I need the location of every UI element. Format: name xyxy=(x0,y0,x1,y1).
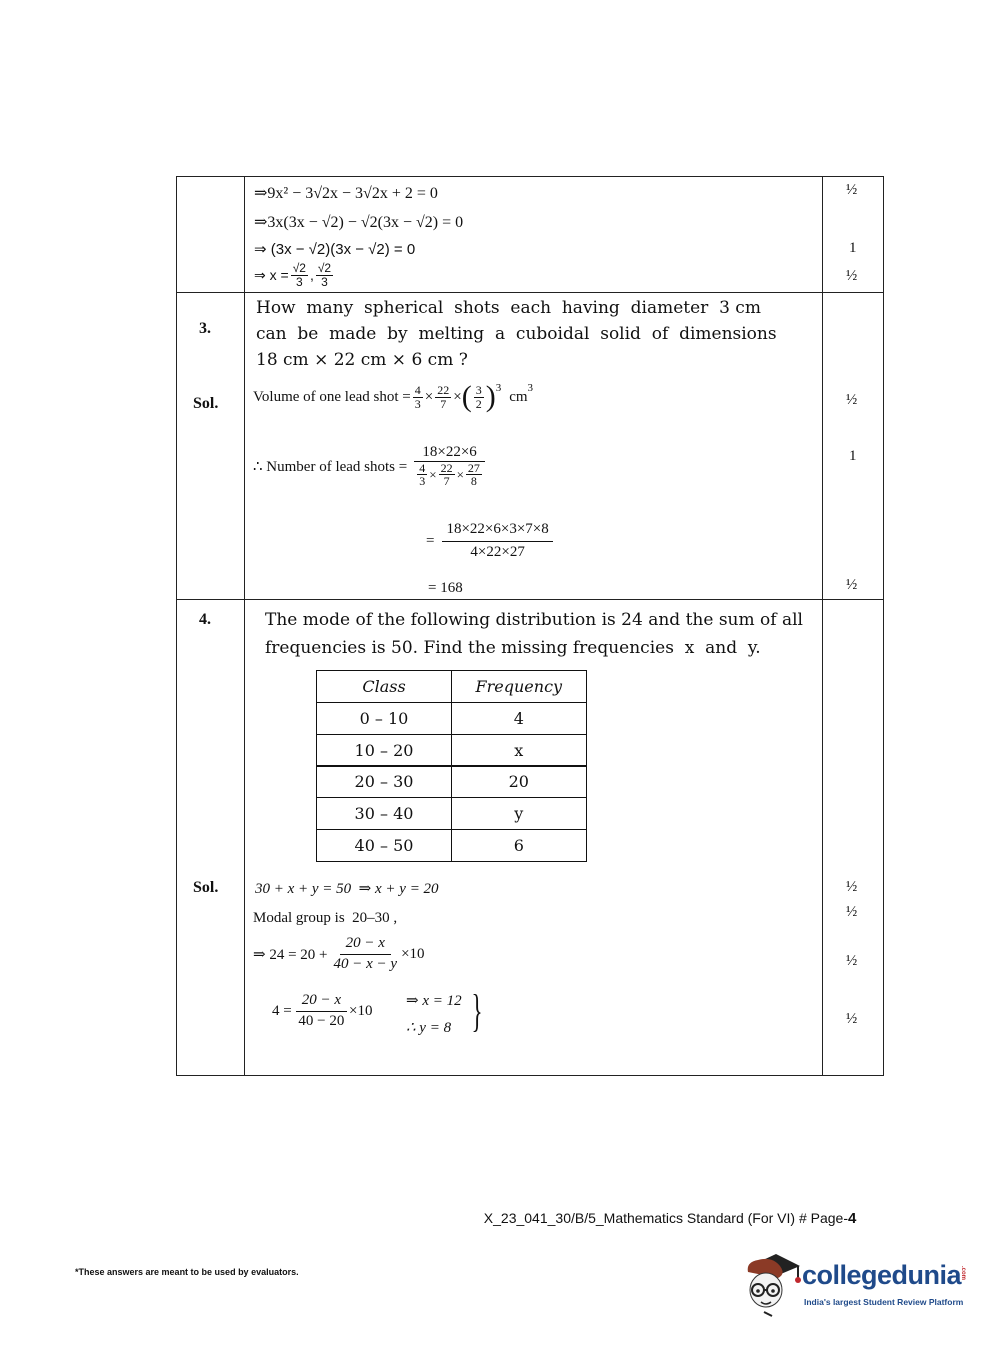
q2-roots-prefix: ⇒ x = xyxy=(254,266,289,283)
q3-question-line-2: can be made by melting a cuboidal solid of dimensions xyxy=(256,324,777,344)
frequency-table-header xyxy=(316,670,588,703)
evaluator-disclaimer: *These answers are meant to be used by evaluators. xyxy=(75,1267,299,1277)
table-border-right xyxy=(883,176,884,1076)
q3-mark-3: ½ xyxy=(846,577,858,593)
q3-step-numerator: 18×22×6×3×7×8 xyxy=(442,522,552,542)
class-cell: 30 – 40 xyxy=(316,797,452,830)
q2-line-3: ⇒ (3x − √2)(3x − √2) = 0 xyxy=(254,241,416,258)
q3-mark-2: 1 xyxy=(849,448,857,464)
q3-paren-close: ) xyxy=(485,380,496,413)
q3-count-denominator: $\frac{4}{3}$ × $\frac{22}{7}$ × $\frac{27}{8}$ xyxy=(419,460,480,489)
class-cell: 10 – 20 xyxy=(316,734,452,767)
table-row xyxy=(316,734,588,767)
q2-root-1: $\frac{√2}{3}$ xyxy=(292,261,306,289)
q3-paren-open: ( xyxy=(461,380,472,413)
table-row xyxy=(316,765,588,798)
table-row xyxy=(316,702,588,735)
q4-line3-prefix: ⇒ 24 = 20 + xyxy=(253,946,328,963)
q4-result-x: ⇒ x = 12 xyxy=(406,993,462,1009)
q2-root-2: $\frac{√2}{3}$ xyxy=(317,261,332,289)
header-frequency: Frequency xyxy=(451,670,587,703)
class-cell: 20 – 30 xyxy=(316,765,452,798)
collegedunia-logo xyxy=(742,1246,972,1318)
q3-vol-frac-1: $\frac{4}{3}$ xyxy=(414,382,421,411)
q2-mark-2: 1 xyxy=(849,240,857,256)
q3-volume-line xyxy=(253,382,533,412)
q4-sol-line-1: 30 + x + y = 50 ⇒ x + y = 20 xyxy=(255,881,439,897)
table-border-bottom xyxy=(176,1075,884,1076)
q3-number: 3. xyxy=(199,320,211,337)
q3-times-1: × xyxy=(424,388,434,405)
q4-sol-label: Sol. xyxy=(193,879,219,896)
row-divider-1 xyxy=(176,292,884,293)
frequency-cell: 20 xyxy=(451,765,587,798)
q4-mark-4: ½ xyxy=(846,1011,858,1027)
q3-volume-label: Volume of one lead shot = xyxy=(253,388,411,405)
q4-line4-suffix: ×10 xyxy=(349,1002,373,1019)
brand-tagline: India's largest Student Review Platform xyxy=(804,1297,964,1307)
frequency-cell: 6 xyxy=(451,829,587,862)
column-divider-1 xyxy=(244,176,245,1076)
q4-line4-fraction: $\frac{20 - x}{40 - 20}$ xyxy=(296,993,347,1030)
q3-question-line-3: 18 cm × 22 cm × 6 cm ? xyxy=(256,350,468,370)
q4-mark-1: ½ xyxy=(846,879,858,895)
q4-sol-line-4 xyxy=(272,993,372,1030)
class-cell: 0 – 10 xyxy=(316,702,452,735)
q4-number: 4. xyxy=(199,611,211,628)
q3-step-fraction xyxy=(442,522,552,561)
table-row xyxy=(316,829,588,862)
q3-mark-1: ½ xyxy=(846,392,858,408)
header-class: Class xyxy=(316,670,452,703)
q3-vol-frac-2: $\frac{22}{7}$ xyxy=(437,382,450,411)
q3-count-fraction xyxy=(413,445,486,488)
row-divider-2 xyxy=(176,599,884,600)
q3-count-line xyxy=(253,445,488,488)
q4-line4-prefix: 4 = xyxy=(272,1002,292,1019)
page-reference-text: X_23_041_30/B/5_Mathematics Standard (For VI) # Page- xyxy=(483,1210,848,1226)
brand-tld: .com xyxy=(960,1266,966,1281)
q3-vol-unit-power: 3 xyxy=(527,382,534,394)
q4-sol-line-3 xyxy=(253,936,425,973)
q3-step-denominator: 4×22×27 xyxy=(470,543,525,560)
q3-vol-power: 3 xyxy=(495,382,502,394)
frequency-cell: 4 xyxy=(451,702,587,735)
q3-count-label: ∴ Number of lead shots = xyxy=(253,458,408,475)
brand-name: collegedunia xyxy=(802,1260,962,1290)
q2-mark-1: ½ xyxy=(846,182,858,198)
q4-mark-2: ½ xyxy=(846,904,858,920)
q4-mark-3: ½ xyxy=(846,953,858,969)
q3-count-numerator: 18×22×6 xyxy=(414,445,484,462)
q2-line-1: ⇒9x² − 3√2x − 3√2x + 2 = 0 xyxy=(254,185,438,202)
mascot-icon xyxy=(742,1246,804,1318)
q3-vol-frac-3: $\frac{3}{2}$ xyxy=(475,382,482,411)
frequency-cell: x xyxy=(451,734,587,767)
q4-question-line-2: frequencies is 50. Find the missing frequencies x and y. xyxy=(265,638,761,658)
q3-vol-unit: cm xyxy=(509,388,528,405)
q3-times-2: × xyxy=(453,388,462,405)
page-number: 4 xyxy=(848,1210,857,1227)
q2-line-2: ⇒3x(3x − √2) − √2(3x − √2) = 0 xyxy=(254,214,464,231)
q4-result-y: ∴ y = 8 xyxy=(406,1020,452,1036)
table-row xyxy=(316,797,588,830)
q4-line3-fraction: $\frac{20 - x}{40 - x - y}$ xyxy=(333,935,398,972)
q4-sol-line-2: Modal group is 20–30 , xyxy=(253,910,398,926)
q3-result: = 168 xyxy=(428,580,463,596)
frequency-cell: y xyxy=(451,797,587,830)
table-border-left xyxy=(176,176,177,1076)
q3-question-line-1: How many spherical shots each having diameter 3 cm xyxy=(256,298,761,318)
q4-question-line-1: The mode of the following distribution is 24 and the sum of all xyxy=(265,610,803,630)
table-border-top xyxy=(176,176,884,177)
q3-sol-label: Sol. xyxy=(193,395,219,412)
q4-line3-suffix: ×10 xyxy=(401,945,425,962)
q2-line-4 xyxy=(254,262,335,288)
frequency-table xyxy=(316,670,588,862)
column-divider-2 xyxy=(822,176,823,1076)
q3-step-eq: = xyxy=(426,532,435,549)
q2-mark-3: ½ xyxy=(846,268,858,284)
page-reference xyxy=(476,1194,856,1227)
q3-step-line xyxy=(426,522,555,561)
class-cell: 40 – 50 xyxy=(316,829,452,862)
q2-root-separator: , xyxy=(309,267,314,284)
q4-result-brace: } xyxy=(471,985,483,1036)
